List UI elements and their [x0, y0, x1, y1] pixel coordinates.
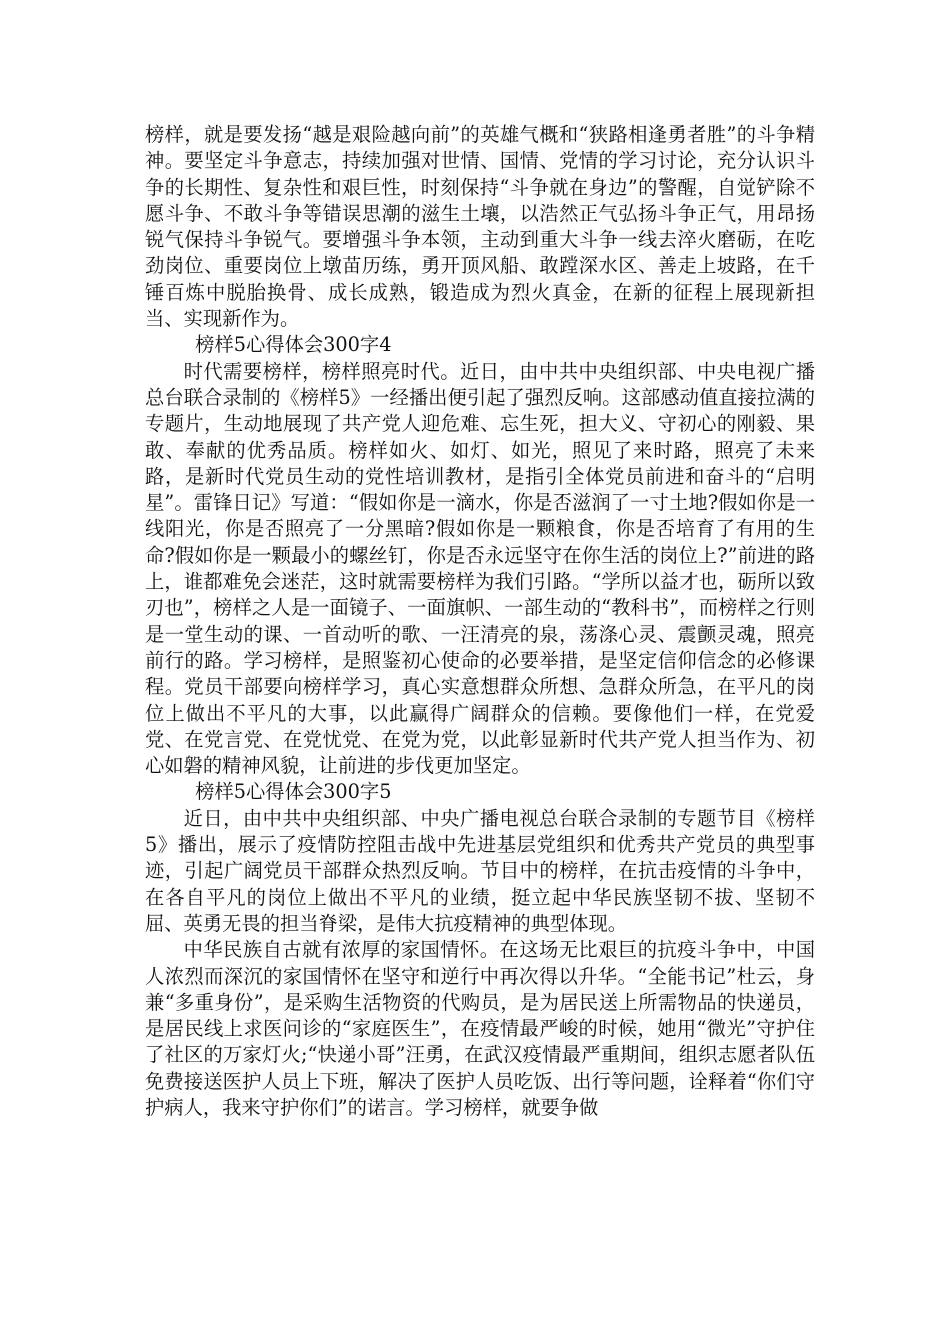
paragraph-body: 时代需要榜样，榜样照亮时代。近日，由中共中央组织部、中央电视广播总台联合录制的《榜样5》一经播出便引起了强烈反响。这部感动值直接拉满的专题片，生动地展现了共产党人迎危难、忘生死，担大义、守初心的刚毅、果敢、奉献的优秀品质。榜样如火、如灯、如光，照见了来时路，照亮了未来路，是新时代党员生动的党性培训教材，是指引全体党员前进和奋斗的“启明星”。雷锋日记》写道：“假如你是一滴水，你是否滋润了一寸土地?假如你是一线阳光，你是否照亮了一分黑暗?假如你是一颗粮食，你是否培育了有用的生命?假如你是一颗最小的螺丝钉，你是否永远坚守在你生活的岗位上?”前进的路上，谁都难免会迷茫，这时就需要榜样为我们引路。“学所以益才也，砺所以致刃也”，榜样之人是一面镜子、一面旗帜、一部生动的“教科书”，而榜样之行则是一堂生动的课、一首动听的歌、一汪清亮的泉，荡涤心灵、震颤灵魂，照亮前行的路。学习榜样，是照鉴初心使命的必要举措，是坚定信仰信念的必修课程。党员干部要向榜样学习，真心实意想群众所想、急群众所急，在平凡的岗位上做出不平凡的大事，以此赢得广阔群众的信赖。要像他们一样，在党爱党、在党言党、在党忧党、在党为党，以此彰显新时代共产党人担当作为、初心如磐的精神风貌，让前进的步伐更加坚定。 — [145, 359, 815, 778]
section-heading-5: 榜样5心得体会300字5 — [195, 780, 392, 804]
document-body — [145, 122, 815, 1121]
paragraph-continuation: 榜样，就是要发扬“越是艰险越向前”的英雄气概和“狭路相逢勇者胜”的斗争精神。要坚定斗争意志，持续加强对世情、国情、党情的学习讨论，充分认识斗争的长期性、复杂性和艰巨性，时刻保持“斗争就在身边”的警醒，自觉铲除不愿斗争、不敢斗争等错误思潮的滋生土壤，以浩然正气弘扬斗争正气，用昂扬锐气保持斗争锐气。要增强斗争本领，主动到重大斗争一线去淬火磨砺，在吃劲岗位、重要岗位上墩苗历练，勇开顶风船、敢蹚深水区、善走上坡路，在千锤百炼中脱胎换骨、成长成熟，锻造成为烈火真金，在新的征程上展现新担当、实现新作为。 — [145, 123, 815, 331]
paragraph-body: 中华民族自古就有浓厚的家国情怀。在这场无比艰巨的抗疫斗争中，中国人浓烈而深沉的家国情怀在坚守和逆行中再次得以升华。“全能书记”杜云，身兼“多重身份”，是采购生活物资的代购员，是为居民送上所需物品的快递员，是居民线上求医问诊的“家庭医生”，在疫情最严峻的时候，她用“微光”守护住了社区的万家灯火;“快递小哥”汪勇，在武汉疫情最严重期间，组织志愿者队伍免费接送医护人员上下班，解决了医护人员吃饭、出行等问题，诠释着“你们守护病人，我来守护你们”的诺言。学习榜样，就要争做 — [145, 938, 815, 1119]
section-heading-4: 榜样5心得体会300字4 — [195, 333, 392, 357]
paragraph-body: 近日，由中共中央组织部、中央广播电视总台联合录制的专题节目《榜样5》播出，展示了疫情防控阻击战中先进基层党组织和优秀共产党员的典型事迹，引起广阔党员干部群众热烈反响。节目中的榜样，在抗击疫情的斗争中，在各自平凡的岗位上做出不平凡的业绩，挺立起中华民族坚韧不拔、坚韧不屈、英勇无畏的担当脊梁，是伟大抗疫精神的典型体现。 — [145, 806, 815, 935]
